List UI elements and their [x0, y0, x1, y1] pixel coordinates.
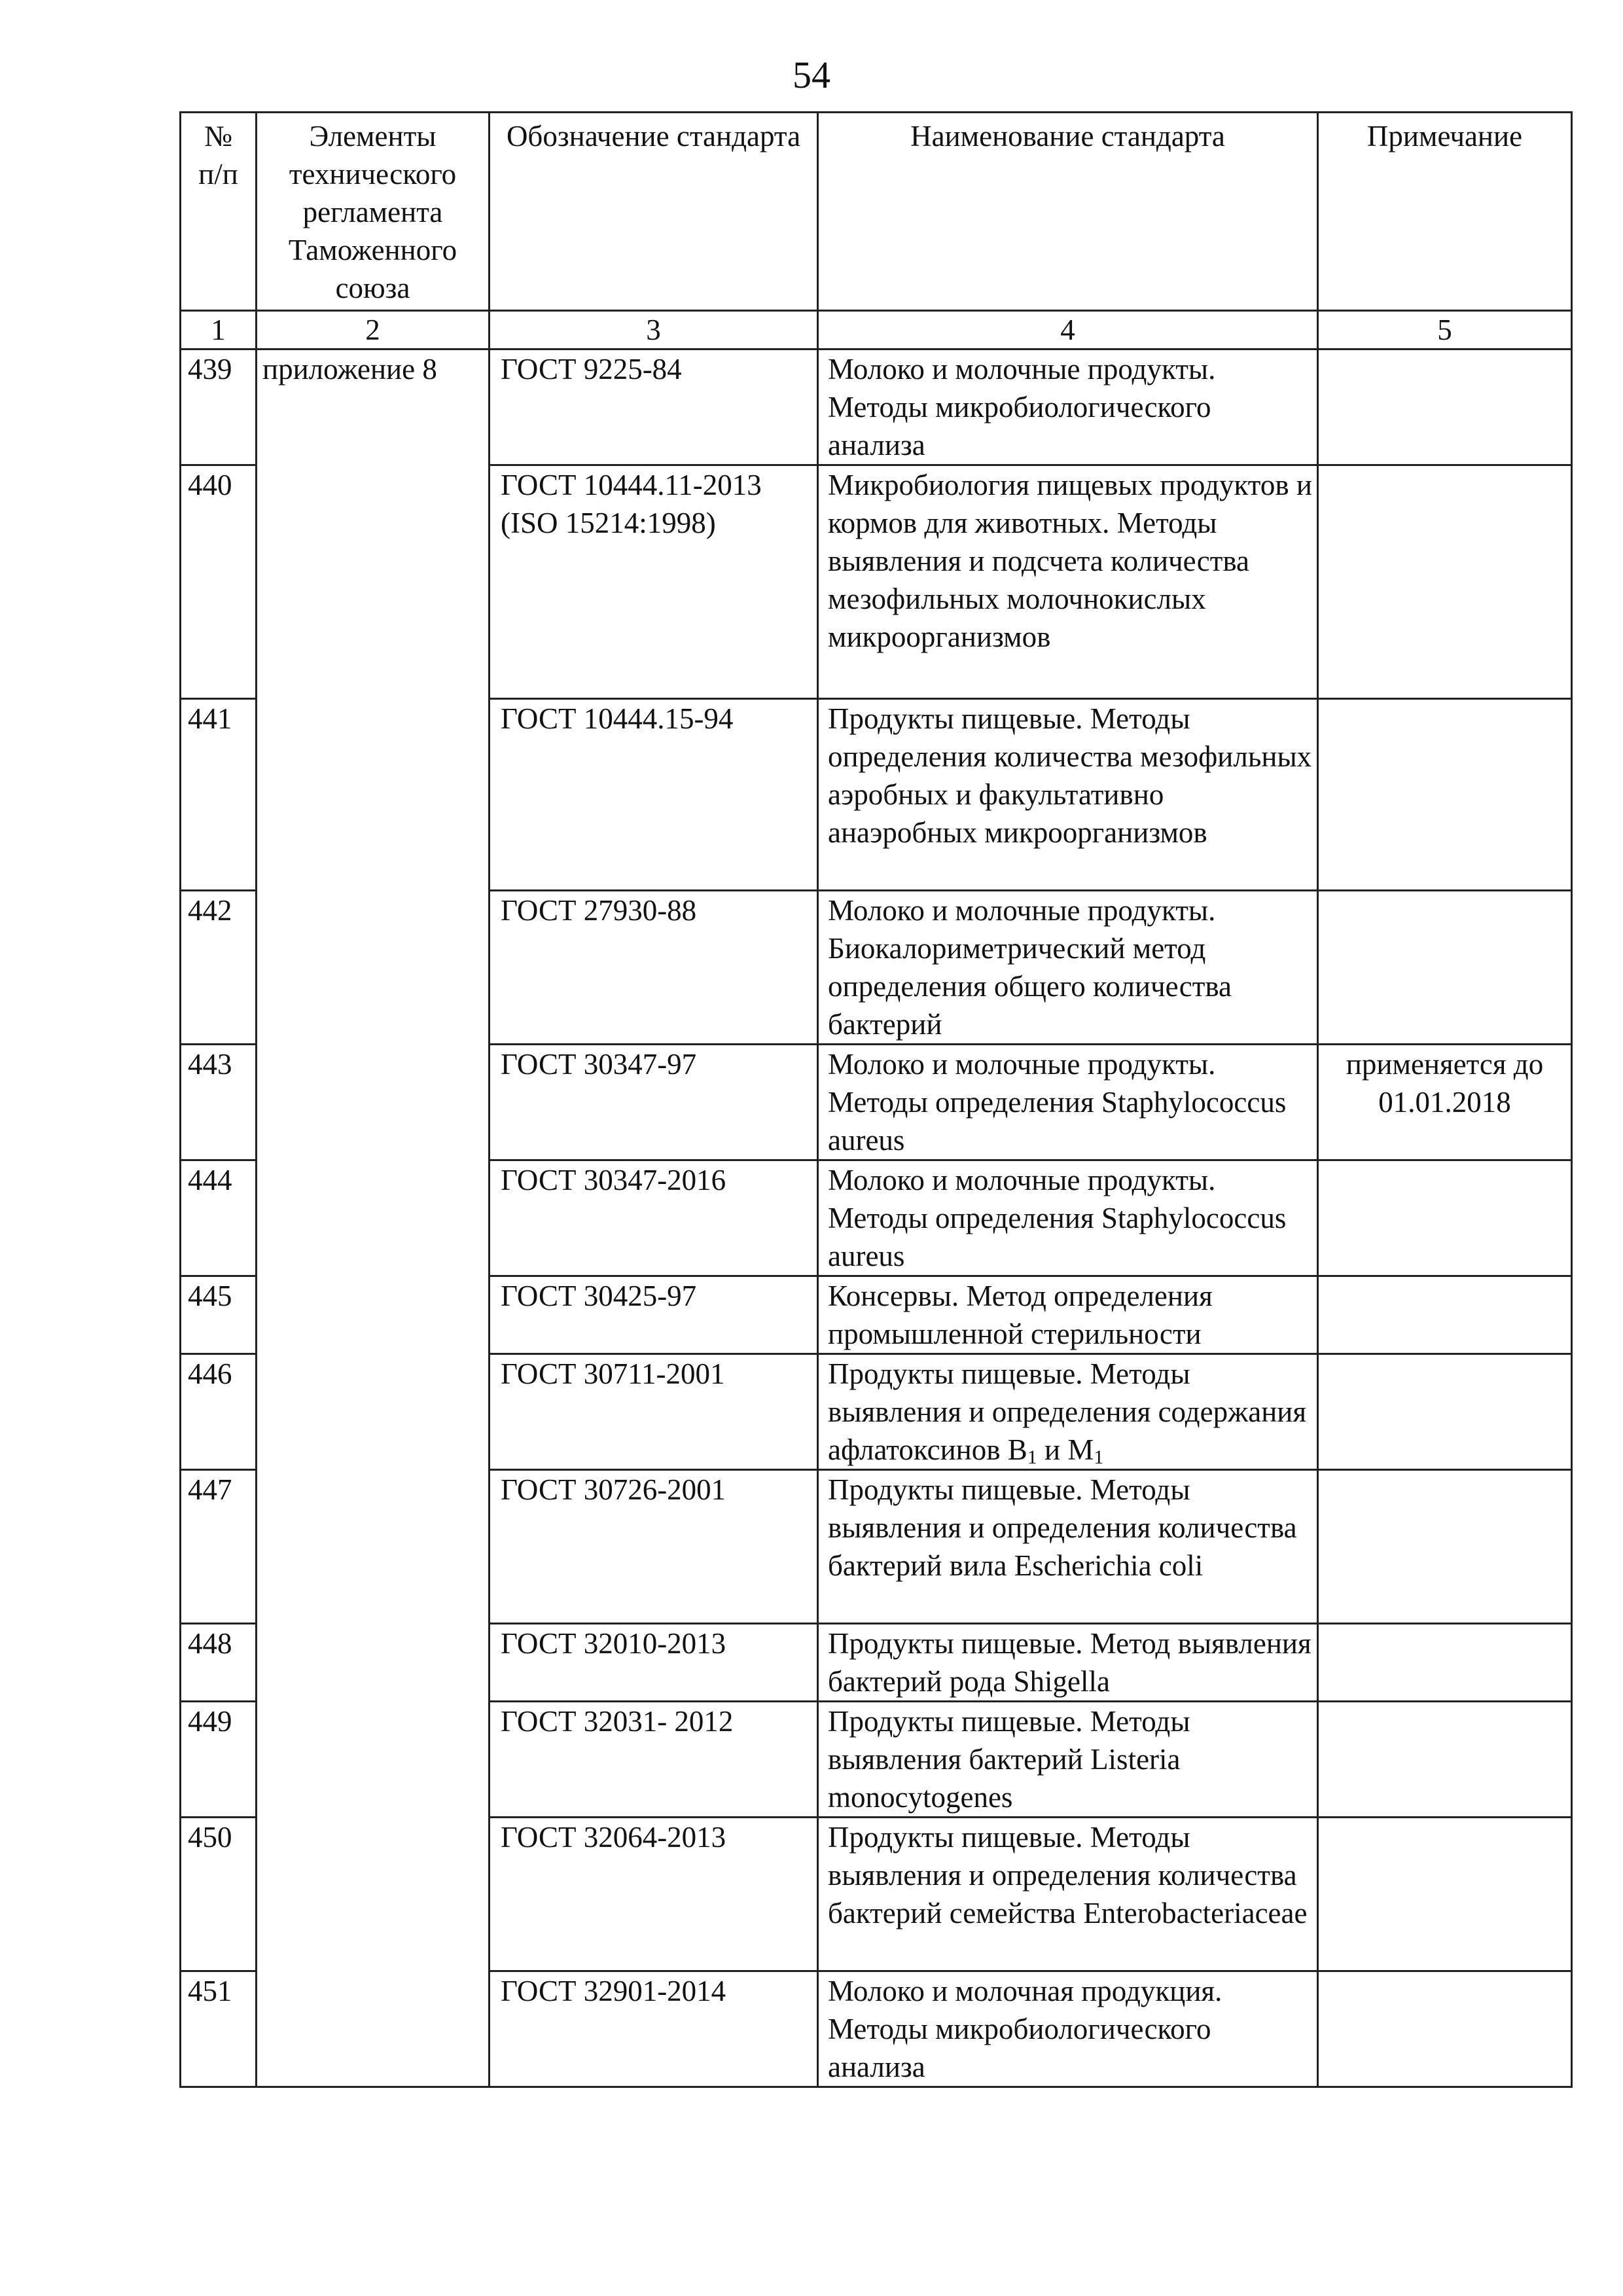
- standard-designation: ГОСТ 10444.15-94: [490, 699, 818, 891]
- row-number: 445: [181, 1276, 257, 1354]
- standard-name: Продукты пищевые. Методы выявления бактерий Listeria monocytogenes: [818, 1702, 1318, 1818]
- row-number: 448: [181, 1624, 257, 1702]
- standard-designation: ГОСТ 30425-97: [490, 1276, 818, 1354]
- standard-designation: ГОСТ 9225-84: [490, 350, 818, 465]
- standard-name: Молоко и молочная продукция. Методы микробиологического анализа: [818, 1971, 1318, 2087]
- header-name: Наименование стандарта: [818, 113, 1318, 311]
- standard-designation: ГОСТ 30711-2001: [490, 1354, 818, 1470]
- row-number: 447: [181, 1470, 257, 1624]
- row-number: 451: [181, 1971, 257, 2087]
- row-number: 439: [181, 350, 257, 465]
- row-number: 444: [181, 1160, 257, 1276]
- standard-designation: ГОСТ 27930-88: [490, 891, 818, 1045]
- standard-name: Консервы. Метод определения промышленной стерильности: [818, 1276, 1318, 1354]
- standard-name: Молоко и молочные продукты. Методы определения Staphylococcus aureus: [818, 1045, 1318, 1160]
- column-number: 2: [257, 311, 490, 350]
- aflatoxin-b-subscript: 1: [1027, 1446, 1037, 1468]
- standard-name: Продукты пищевые. Методы определения количества мезофильных аэробных и факультативно анаэробных микроорганизмов: [818, 699, 1318, 891]
- header-elements: Элементы технического регламента Таможенного союза: [257, 113, 490, 311]
- note: [1318, 1971, 1572, 2087]
- note: [1318, 350, 1572, 465]
- standard-designation: ГОСТ 32901-2014: [490, 1971, 818, 2087]
- standard-designation: ГОСТ 32064-2013: [490, 1818, 818, 1971]
- note: [1318, 699, 1572, 891]
- note: [1318, 1624, 1572, 1702]
- column-number: 5: [1318, 311, 1572, 350]
- note: применяется до 01.01.2018: [1318, 1045, 1572, 1160]
- standard-name: Молоко и молочные продукты. Методы микробиологического анализа: [818, 350, 1318, 465]
- note: [1318, 1276, 1572, 1354]
- standards-table: [179, 111, 1573, 2088]
- standard-name: Молоко и молочные продукты. Биокалориметрический метод определения общего количества бактерий: [818, 891, 1318, 1045]
- column-number: 4: [818, 311, 1318, 350]
- standard-designation: ГОСТ 30726-2001: [490, 1470, 818, 1624]
- header-designation: Обозначение стандарта: [490, 113, 818, 311]
- header-num: № п/п: [181, 113, 257, 311]
- row-number: 446: [181, 1354, 257, 1470]
- table-row: [181, 350, 1572, 465]
- aflatoxin-m: M: [1067, 1433, 1094, 1466]
- header-note: Примечание: [1318, 113, 1572, 311]
- aflatoxin-m-subscript: 1: [1094, 1446, 1104, 1468]
- conjunction: и: [1044, 1433, 1061, 1466]
- row-number: 441: [181, 699, 257, 891]
- standard-designation: ГОСТ 10444.11-2013 (ISO 15214:1998): [490, 465, 818, 699]
- standard-designation: ГОСТ 30347-97: [490, 1045, 818, 1160]
- note: [1318, 1354, 1572, 1470]
- standard-name: Молоко и молочные продукты. Методы определения Staphylococcus aureus: [818, 1160, 1318, 1276]
- element-group: приложение 8: [257, 350, 490, 2087]
- note: [1318, 1818, 1572, 1971]
- page-number: 54: [793, 54, 830, 96]
- standard-designation: ГОСТ 32031- 2012: [490, 1702, 818, 1818]
- standard-name: Продукты пищевые. Метод выявления бактерий рода Shigella: [818, 1624, 1318, 1702]
- standard-name: Продукты пищевые. Методы выявления и определения количества бактерий семейства Enterobacteriaceae: [818, 1818, 1318, 1971]
- column-number: 3: [490, 311, 818, 350]
- note: [1318, 1160, 1572, 1276]
- standard-name-text: Продукты пищевые. Методы выявления и определения содержания афлатоксинов: [828, 1357, 1307, 1466]
- row-number: 443: [181, 1045, 257, 1160]
- standard-designation: ГОСТ 30347-2016: [490, 1160, 818, 1276]
- standard-name: [818, 1354, 1318, 1470]
- row-number: 442: [181, 891, 257, 1045]
- row-number: 450: [181, 1818, 257, 1971]
- note: [1318, 1470, 1572, 1624]
- header-row: [181, 113, 1572, 311]
- row-number: 449: [181, 1702, 257, 1818]
- row-number: 440: [181, 465, 257, 699]
- note: [1318, 465, 1572, 699]
- note: [1318, 1702, 1572, 1818]
- standard-name: Микробиология пищевых продуктов и кормов для животных. Методы выявления и подсчета количества мезофильных молочнокислых микроорганизмов: [818, 465, 1318, 699]
- aflatoxin-b: B: [1007, 1433, 1027, 1466]
- column-number-row: [181, 311, 1572, 350]
- note: [1318, 891, 1572, 1045]
- standard-designation: ГОСТ 32010-2013: [490, 1624, 818, 1702]
- standard-name: Продукты пищевые. Методы выявления и определения количества бактерий вила Escherichia coli: [818, 1470, 1318, 1624]
- column-number: 1: [181, 311, 257, 350]
